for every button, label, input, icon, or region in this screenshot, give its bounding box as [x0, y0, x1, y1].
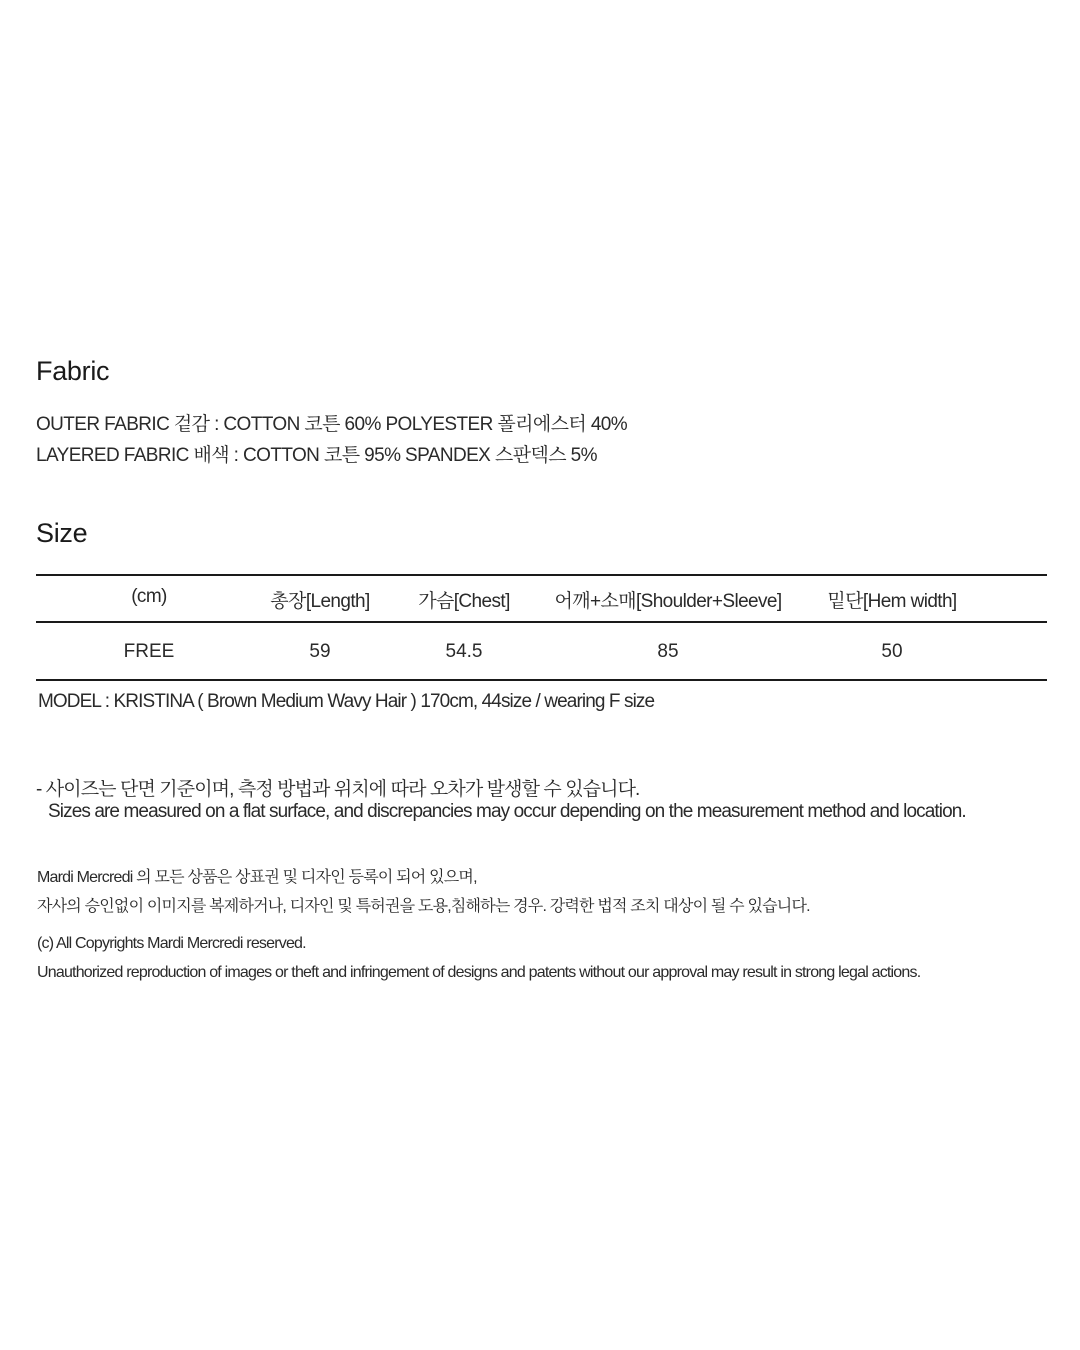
header-hem-width: 밑단[Hem width]	[827, 591, 957, 612]
legal-english-line: Unauthorized reproduction of images or theft and infringement of designs and patents without our approval may result in strong legal actions.	[37, 964, 921, 981]
row-shoulder-sleeve: 85	[657, 641, 679, 662]
copyright-line: (c) All Copyrights Mardi Mercredi reserved.	[37, 935, 306, 952]
header-cm: (cm)	[131, 586, 167, 607]
row-hem-width: 50	[881, 641, 903, 662]
size-table	[36, 574, 1047, 682]
legal-korean-line-1: Mardi Mercredi 의 모든 상품은 상표권 및 디자인 등록이 되어 있으며,	[37, 869, 477, 886]
size-note-korean: - 사이즈는 단면 기준이며, 측정 방법과 위치에 따라 오차가 발생할 수 있습니다.	[36, 779, 640, 800]
table-top-rule	[36, 574, 1047, 576]
row-chest: 54.5	[445, 641, 483, 662]
table-bottom-rule	[36, 679, 1047, 681]
fabric-title: Fabric	[36, 356, 110, 386]
header-shoulder-sleeve: 어깨+소매[Shoulder+Sleeve]	[554, 591, 782, 612]
header-length: 총장[Length]	[270, 591, 370, 612]
fabric-outer-line: OUTER FABRIC 겉감 : COTTON 코튼 60% POLYESTER 폴리에스터 40%	[36, 414, 628, 435]
legal-korean-line-2: 자사의 승인없이 이미지를 복제하거나, 디자인 및 특허권을 도용,침해하는 경우. 강력한 법적 조치 대상이 될 수 있습니다.	[37, 898, 810, 915]
model-info: MODEL : KRISTINA ( Brown Medium Wavy Hair ) 170cm, 44size / wearing F size	[38, 691, 655, 712]
size-title: Size	[36, 518, 88, 548]
size-note-english: Sizes are measured on a flat surface, and discrepancies may occur depending on the measurement method and location.	[48, 801, 966, 822]
row-size: FREE	[123, 641, 175, 662]
header-chest: 가슴[Chest]	[418, 591, 510, 612]
fabric-layered-line: LAYERED FABRIC 배색 : COTTON 코튼 95% SPANDEX 스판덱스 5%	[36, 445, 597, 466]
row-length: 59	[309, 641, 331, 662]
table-header-rule	[36, 621, 1047, 623]
